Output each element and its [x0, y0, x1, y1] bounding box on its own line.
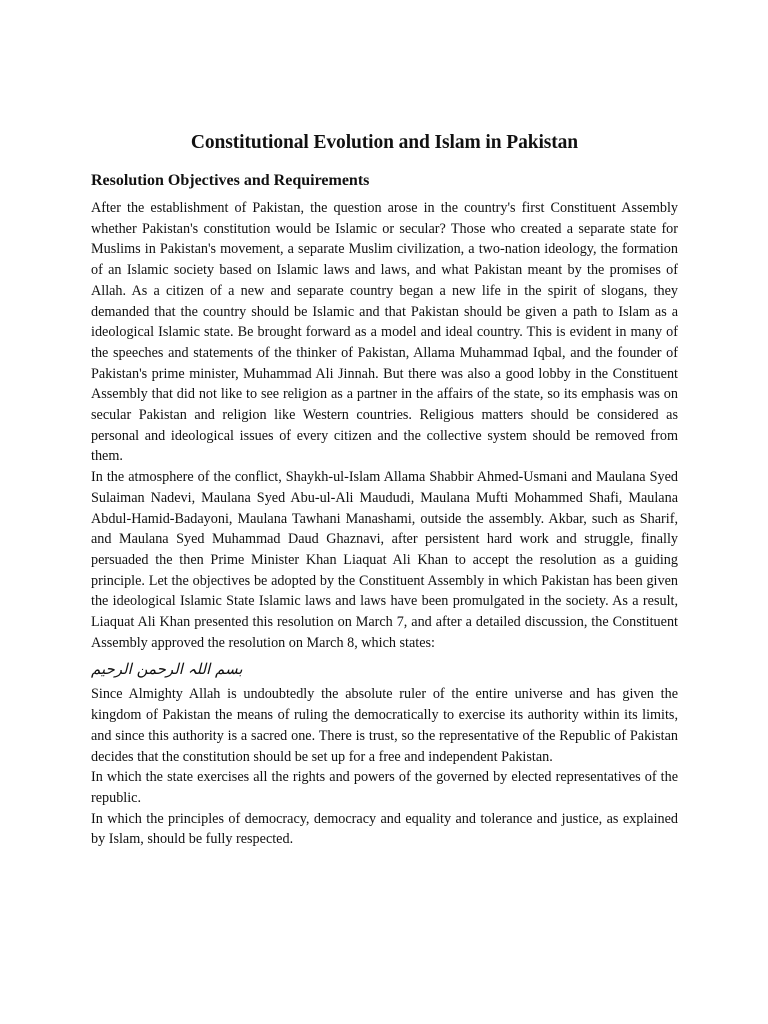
paragraph-resolution-principles: In which the principles of democracy, democracy and equality and tolerance and justice, as explained by Islam, should be fully respected. — [91, 810, 678, 848]
bismillah-text: بسم اللہ الرحمن الرحیم — [91, 660, 243, 679]
paragraph-conflict: In the atmosphere of the conflict, Shaykh-ul-Islam Allama Shabbir Ahmed-Usmani and Maulana Syed Sulaiman Nadevi, Maulana Syed Abu-ul-Ali Maududi, Maulana Mufti Mohammed Shafi, Maulana Abdul-Hamid-Badayoni, Maulana Tawhani Manashami, outside the assembly. Akbar, such as Sharif, and Maulana Syed Muhammad Daud Ghaznavi, after persistent hard work and struggle, finally persuaded the then Prime Minister Khan Liaquat Ali Khan to accept the resolution as a guiding principle. Let the objectives be adopted by the Constituent Assembly in which Pakistan has been given the ideological Islamic State Islamic laws and laws have been promulgated in the society. As a result, Liaquat Ali Khan presented this resolution on March 7, and after a detailed discussion, the Constituent Assembly approved the resolution on March 8, which states: — [91, 469, 678, 651]
paragraph-resolution-preamble: Since Almighty Allah is undoubtedly the absolute ruler of the entire universe and has given the kingdom of Pakistan the means of ruling the democratically to exercise its authority within its limits, and since this authority is a sacred one. There is trust, so the representative of the Republic of Pakistan decides that the constitution should be set up for a free and independent Pakistan. — [91, 686, 678, 765]
document-page — [91, 130, 678, 850]
section-heading: Resolution Objectives and Requirements — [91, 172, 370, 189]
paragraph-resolution-state-powers: In which the state exercises all the rights and powers of the governed by elected representatives of the republic. — [91, 769, 678, 806]
bismillah-calligraphy — [91, 655, 678, 683]
document-title: Constitutional Evolution and Islam in Pakistan — [190, 132, 579, 153]
paragraph-establishment: After the establishment of Pakistan, the question arose in the country's first Constituent Assembly whether Pakistan's constitution would be Islamic or secular? Those who created a separate state for Muslims in Pakistan's movement, a separate Muslim civilization, a two-nation ideology, the formation of an Islamic society based on Islamic laws and laws, and what Pakistan meant by the promises of Allah. As a citizen of a new and separate country began a new life in the spirit of slogans, they demanded that the country should be Islamic and that Pakistan should be given a path to Islam as a ideological Islamic state. Be brought forward as a model and ideal country. This is evident in many of the speeches and statements of the thinker of Pakistan, Allama Muhammad Iqbal, and the founder of Pakistan's prime minister, Muhammad Ali Jinnah. But there was also a good lobby in the Constituent Assembly that did not like to see religion as a partner in the affairs of the state, so its emphasis was on secular Pakistan and religion like Western countries. Religious matters should be considered as personal and ideological issues of every citizen and the collective system should be removed from them. — [91, 200, 678, 465]
